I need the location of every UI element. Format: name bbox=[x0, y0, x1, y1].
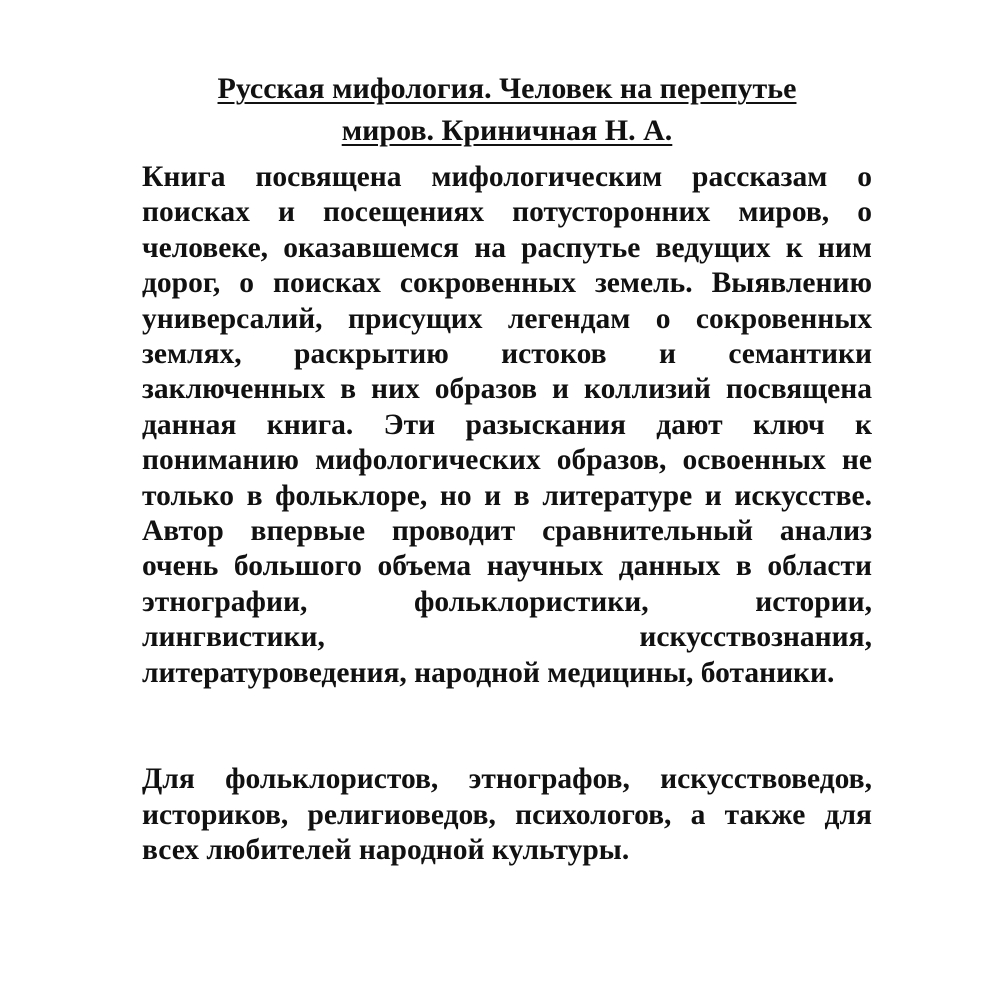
description-line: заключенных в них образов и коллизий посвящена bbox=[142, 373, 872, 406]
description-line: только в фольклоре, но и в литературе и искусстве. bbox=[142, 479, 872, 512]
description-line: землях, раскрытию истоков и семантики bbox=[142, 338, 872, 371]
description-line: очень большого объема научных данных в области bbox=[142, 550, 872, 583]
audience-line: историков, религиоведов, психологов, а также для bbox=[142, 798, 872, 831]
title-line-2: миров. Криничная Н. А. bbox=[341, 114, 673, 147]
description-line: Автор впервые проводит сравнительный анализ bbox=[142, 515, 872, 548]
description-paragraph bbox=[142, 160, 872, 691]
description-line: поисках и посещениях потусторонних миров, о bbox=[142, 196, 872, 229]
description-line: литературоведения, народной медицины, ботаники. bbox=[142, 656, 835, 689]
title-line-1: Русская мифология. Человек на перепутье bbox=[217, 72, 797, 105]
description-line: Книга посвящена мифологическим рассказам о bbox=[142, 161, 872, 193]
description-line: этнографии, фольклористики, истории, bbox=[142, 585, 872, 618]
description-line: универсалий, присущих легендам о сокровенных bbox=[142, 302, 872, 335]
audience-line: Для фольклористов, этнографов, искусствоведов, bbox=[142, 763, 872, 796]
document-body bbox=[142, 68, 872, 868]
description-line: дорог, о поисках сокровенных земель. Выявлению bbox=[142, 267, 872, 300]
description-line: человеке, оказавшемся на распутье ведущих к ним bbox=[142, 231, 872, 264]
audience-paragraph bbox=[142, 762, 872, 868]
description-line: пониманию мифологических образов, освоенных не bbox=[142, 444, 872, 477]
audience-line: всех любителей народной культуры. bbox=[142, 833, 630, 866]
paragraph-gap bbox=[142, 691, 872, 762]
description-line: данная книга. Эти разыскания дают ключ к bbox=[142, 408, 872, 441]
page-title bbox=[142, 68, 872, 152]
description-line: лингвистики, искусствознания, bbox=[142, 621, 872, 654]
